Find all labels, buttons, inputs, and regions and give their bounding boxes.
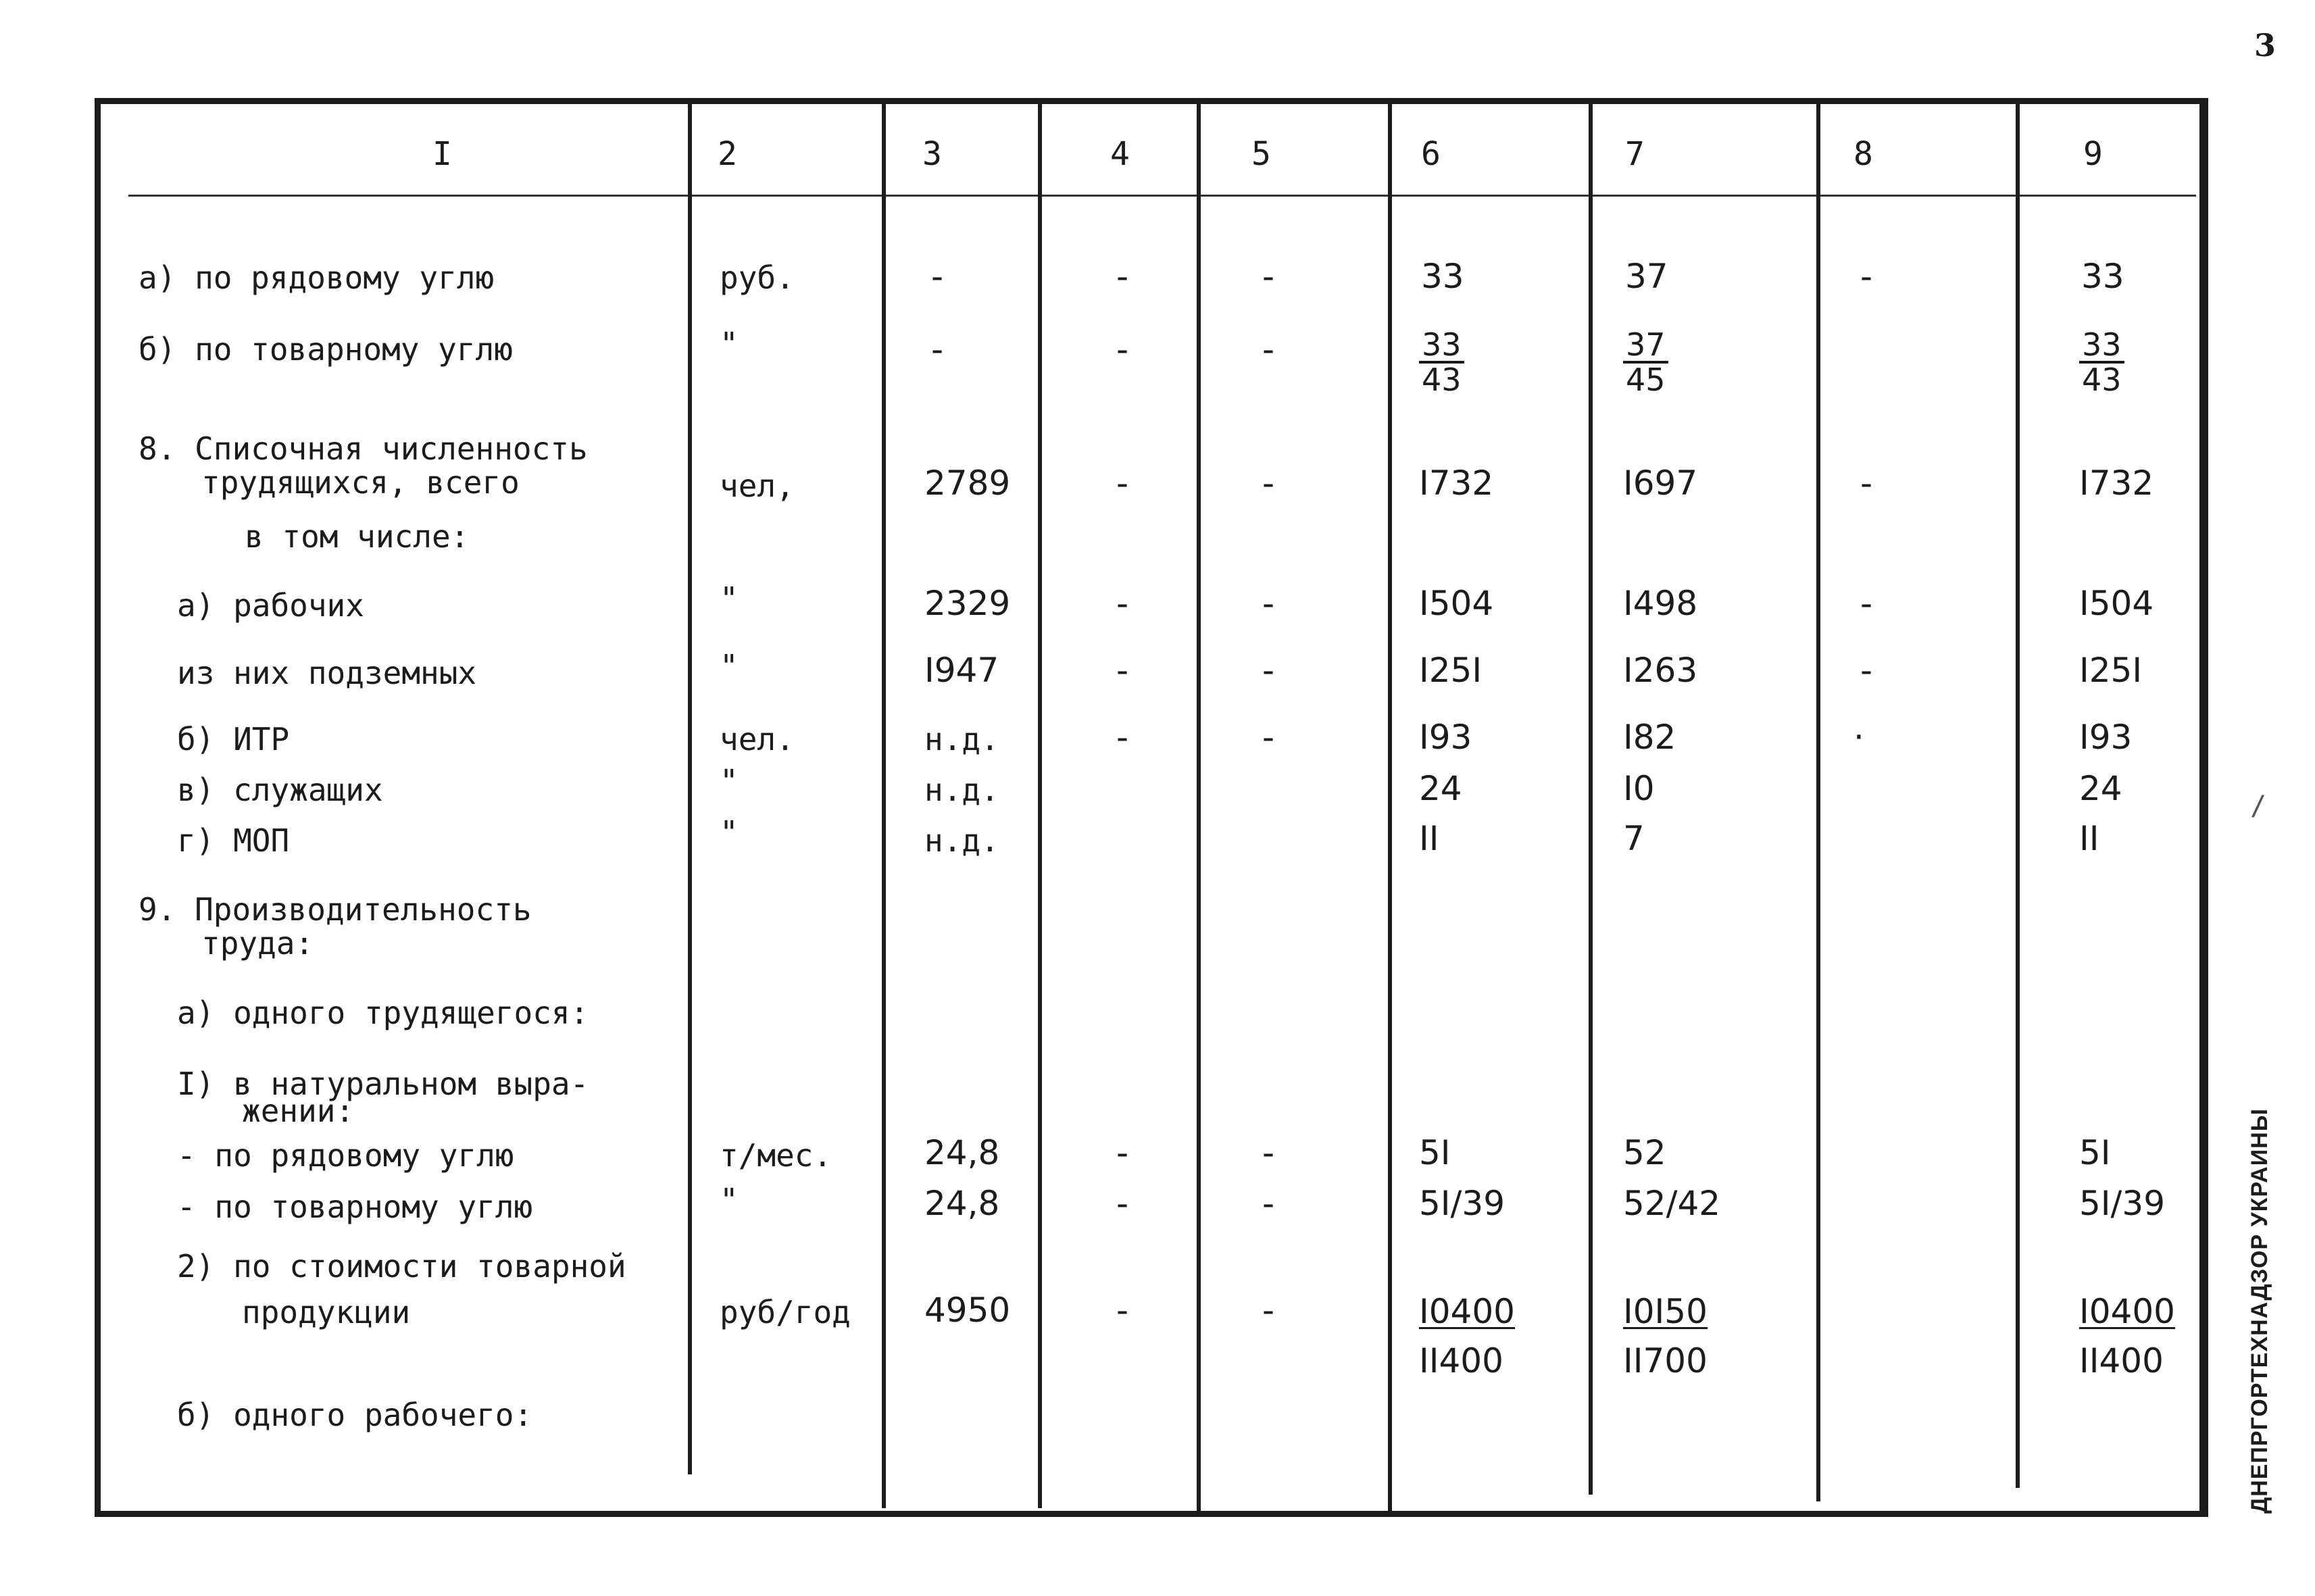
cell-col-8: - [1860, 257, 1873, 296]
cell-col-9: I25I [2079, 651, 2143, 690]
row-label: б) по товарному углю [139, 331, 513, 368]
cell-col-9: 24 [2079, 769, 2122, 808]
cell-col-6-bottom: II400 [1419, 1341, 1503, 1380]
cell-col-7-top: I0I50 [1623, 1292, 1708, 1331]
unit-cell: " [720, 1182, 739, 1218]
row-label: б) ИТР [177, 721, 290, 757]
column-divider-7-8 [1816, 103, 1820, 1501]
cell-col-4: - [1116, 257, 1129, 296]
cell-col-7: I0 [1623, 769, 1655, 808]
fraction-numerator: 33 [2079, 328, 2124, 364]
table-frame [95, 98, 2208, 1517]
cell-col-8: - [1860, 584, 1873, 623]
cell-col-3: 2789 [924, 464, 1011, 503]
cell-col-5: - [1262, 651, 1275, 690]
cell-col-9: II [2079, 819, 2099, 858]
row-label: - по рядовому углю [177, 1137, 514, 1174]
column-divider-2-3 [882, 103, 886, 1508]
cell-col-7: 37 [1625, 257, 1668, 296]
cell-col-6: II [1419, 819, 1439, 858]
cell-col-7: 52 [1623, 1133, 1666, 1172]
header-divider [128, 195, 2196, 197]
row-label: в) служащих [177, 772, 383, 808]
cell-col-4: - [1116, 464, 1129, 503]
header-col-6: 6 [1421, 135, 1441, 173]
cell-col-4: - [1116, 718, 1129, 757]
cell-col-4: - [1116, 651, 1129, 690]
row-label: б) одного рабочего: [177, 1397, 533, 1433]
fraction-col-6 [1419, 328, 1464, 396]
cell-col-6: I732 [1419, 464, 1494, 503]
page-number: 3 [2254, 27, 2276, 64]
cell-col-3: 24,8 [924, 1133, 1000, 1172]
unit-cell: руб. [720, 259, 795, 296]
unit-cell: руб/год [720, 1294, 851, 1330]
cell-col-9: 5I [2079, 1133, 2111, 1172]
cell-col-7: I697 [1623, 464, 1698, 503]
cell-col-3: - [931, 257, 944, 296]
cell-col-9: I504 [2079, 584, 2154, 623]
column-divider-8-9 [2016, 103, 2020, 1488]
fraction-denominator: 45 [1626, 361, 1666, 398]
fraction-col-7 [1623, 328, 1668, 396]
cell-col-6: I93 [1419, 718, 1472, 757]
row-label: жении: [242, 1093, 355, 1129]
cell-col-5: - [1262, 330, 1275, 369]
unit-cell: " [720, 648, 739, 684]
cell-col-7: 52/42 [1623, 1184, 1721, 1223]
cell-col-9: I732 [2079, 464, 2154, 503]
cell-col-5: - [1262, 1291, 1275, 1330]
row-label: трудящихся, всего [201, 464, 520, 501]
cell-col-6-top: I0400 [1419, 1292, 1515, 1331]
side-stamp: ДНЕПРГОРТЕХНАДЗОР УКРАИНЫ [2247, 1108, 2272, 1514]
cell-col-5: - [1262, 257, 1275, 296]
cell-col-7: I498 [1623, 584, 1698, 623]
cell-col-7-bottom: II700 [1623, 1341, 1708, 1380]
cell-col-3: н.д. [924, 822, 999, 859]
cell-col-7: I263 [1623, 651, 1698, 690]
cell-col-8: - [1860, 651, 1873, 690]
cell-col-5: - [1262, 718, 1275, 757]
cell-col-5: - [1262, 1184, 1275, 1223]
row-label: в том числе: [245, 518, 470, 555]
cell-col-5: - [1262, 1133, 1275, 1172]
cell-col-6: 24 [1419, 769, 1462, 808]
fraction-denominator: 43 [1422, 361, 1462, 398]
cell-col-7: I82 [1623, 718, 1676, 757]
column-divider-6-7 [1589, 103, 1593, 1495]
cell-col-4: - [1116, 1184, 1129, 1223]
cell-col-4: - [1116, 584, 1129, 623]
unit-cell: " [720, 763, 739, 799]
row-label: г) МОП [177, 822, 290, 859]
column-divider-5-6 [1388, 103, 1392, 1515]
unit-cell: чел. [720, 721, 795, 757]
column-divider-1-2 [688, 103, 692, 1474]
header-col-1: I [432, 135, 452, 173]
fraction-denominator: 43 [2082, 361, 2122, 398]
cell-col-3: н.д. [924, 721, 999, 757]
cell-col-6: 33 [1421, 257, 1464, 296]
cell-col-3: - [931, 330, 944, 369]
header-col-7: 7 [1625, 135, 1645, 173]
unit-cell: т/мес. [720, 1137, 832, 1174]
cell-col-3: 24,8 [924, 1184, 1000, 1223]
row-label: а) рабочих [177, 587, 364, 624]
row-label: а) по рядовому углю [139, 259, 495, 296]
row-label: 8. Списочная численность [139, 430, 588, 467]
cell-col-6: 5I [1419, 1133, 1451, 1172]
cell-col-9-bottom: II400 [2079, 1341, 2164, 1380]
unit-cell: " [720, 326, 739, 362]
cell-col-5: - [1262, 584, 1275, 623]
cell-col-6: I504 [1419, 584, 1494, 623]
cell-col-6: 5I/39 [1419, 1184, 1505, 1223]
header-col-5: 5 [1251, 135, 1271, 173]
cell-col-7: 7 [1623, 819, 1645, 858]
cell-col-3: I947 [924, 651, 999, 690]
cell-col-9: 5I/39 [2079, 1184, 2166, 1223]
row-label: из них подземных [177, 655, 477, 691]
column-divider-3-4 [1038, 103, 1042, 1508]
cell-col-4: - [1116, 1133, 1129, 1172]
cell-col-5: - [1262, 464, 1275, 503]
row-label: а) одного трудящегося: [177, 995, 589, 1031]
header-col-9: 9 [2083, 135, 2103, 173]
header-col-3: 3 [922, 135, 942, 173]
cell-col-3: н.д. [924, 772, 999, 808]
row-label: труда: [201, 925, 314, 962]
row-label: продукции [242, 1294, 411, 1330]
unit-cell: чел, [720, 468, 795, 504]
cell-col-9-top: I0400 [2079, 1292, 2175, 1331]
cell-col-4: - [1116, 330, 1129, 369]
cell-col-9: I93 [2079, 718, 2133, 757]
cell-col-8: - [1860, 464, 1873, 503]
cell-col-8: · [1853, 718, 1864, 757]
row-label: 2) по стоимости товарной [177, 1248, 626, 1285]
margin-mark: / [2250, 791, 2267, 822]
fraction-numerator: 33 [1419, 328, 1464, 364]
cell-col-9: 33 [2081, 257, 2124, 296]
header-col-4: 4 [1110, 135, 1130, 173]
cell-col-6: I25I [1419, 651, 1483, 690]
column-divider-4-5 [1197, 103, 1201, 1515]
unit-cell: " [720, 580, 739, 617]
row-label: 9. Производительность [139, 891, 532, 928]
cell-col-4: - [1116, 1291, 1129, 1330]
fraction-numerator: 37 [1623, 328, 1668, 364]
row-label: - по товарному углю [177, 1189, 533, 1225]
row-label: I) в натуральном выра- [177, 1066, 589, 1102]
unit-cell: " [720, 814, 739, 851]
header-col-2: 2 [718, 135, 737, 173]
cell-col-3: 4950 [924, 1291, 1011, 1330]
fraction-col-9 [2079, 328, 2124, 396]
header-col-8: 8 [1853, 135, 1873, 173]
cell-col-3: 2329 [924, 584, 1011, 623]
